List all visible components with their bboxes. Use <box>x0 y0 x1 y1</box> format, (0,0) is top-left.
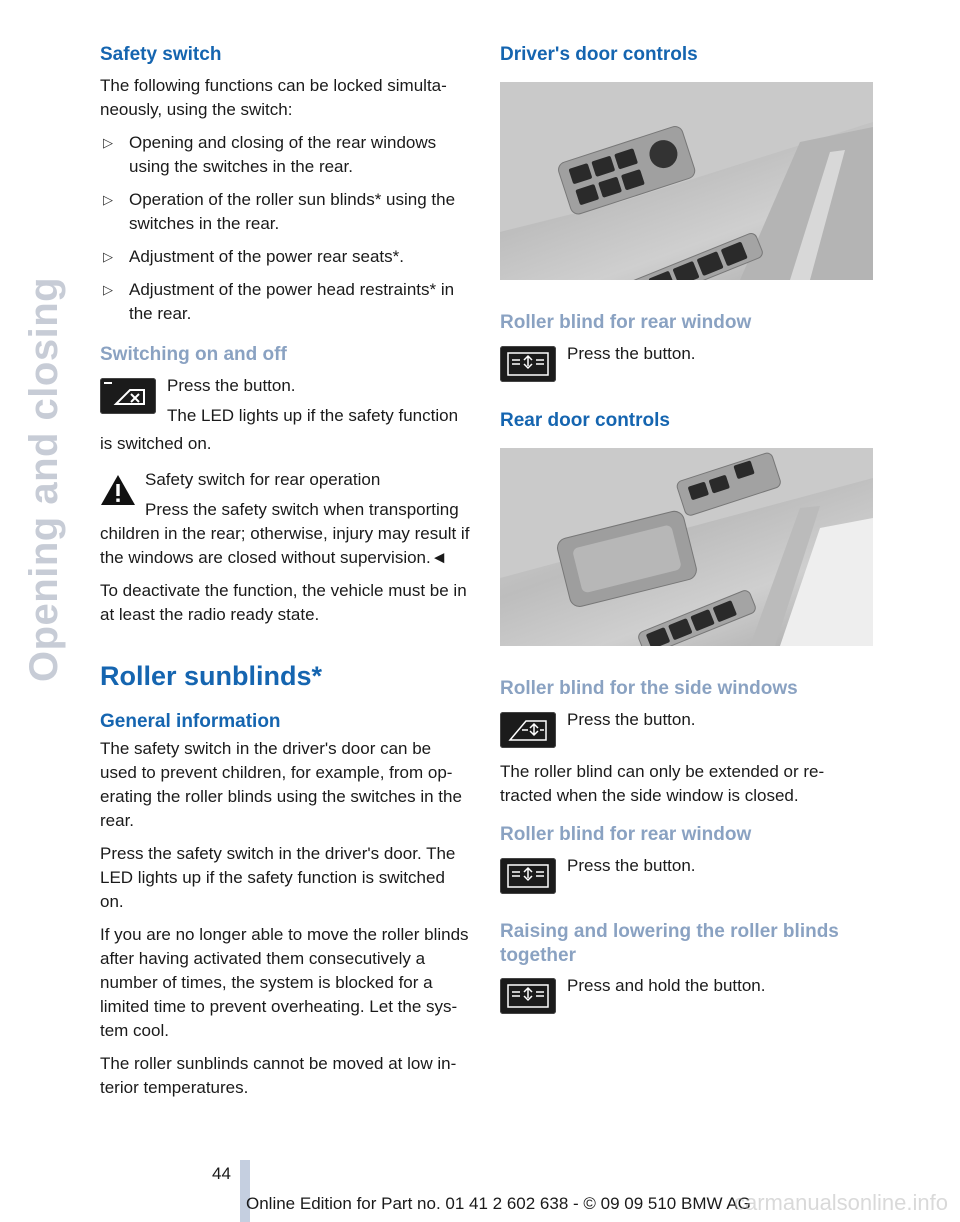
led-text-b: is switched on. <box>100 434 212 453</box>
general-info-heading: General information <box>100 711 281 732</box>
list-item: ▷ Adjustment of the power head restraints* in the rear. <box>103 280 455 323</box>
press-button-text: Press the button. <box>567 856 696 875</box>
switching-heading: Switching on and off <box>100 344 287 365</box>
page-footer <box>212 1160 760 1222</box>
watermark: carmanualsonline.info <box>733 1190 948 1215</box>
safety-bullet-list <box>100 131 472 326</box>
rear-window-blind-button-icon <box>500 858 556 894</box>
warning-triangle-icon <box>100 474 136 506</box>
general-p1: The safety switch in the driver's door can be used to prevent children, for example, from op‐erating the roller blinds using the switches in the rear. <box>100 739 462 830</box>
roller-side-row <box>500 708 873 752</box>
general-p4: The roller sunblinds cannot be moved at low in‐terior temperatures. <box>100 1054 457 1097</box>
chapter-title-text: Opening and closing <box>22 276 66 682</box>
list-item: ▷ Opening and closing of the rear windows using the switches in the rear. <box>103 133 437 176</box>
side-window-blind-button-icon <box>500 712 556 748</box>
page-number: 44 <box>212 1164 231 1183</box>
safety-switch-heading: Safety switch <box>100 44 222 65</box>
triangle-bullet-icon: ▷ <box>103 282 113 297</box>
warning-title: Safety switch for rear operation <box>145 470 381 489</box>
safety-switch-row <box>100 374 472 428</box>
triangle-bullet-icon: ▷ <box>103 135 113 150</box>
roller-side-heading: Roller blind for the side windows <box>500 678 798 699</box>
rear-door-photo <box>500 448 873 646</box>
raising-heading: Raising and lowering the roller blinds together <box>500 921 839 966</box>
triangle-bullet-icon: ▷ <box>103 192 113 207</box>
led-text-a: The LED lights up if the safety function <box>167 406 459 425</box>
driver-door-photo <box>500 82 873 280</box>
list-item: ▷ Adjustment of the power rear seats*. <box>100 245 472 269</box>
press-button-text: Press the button. <box>567 344 696 363</box>
roller-rear-row-2 <box>500 854 873 898</box>
roller-rear-heading: Roller blind for rear window <box>500 312 752 333</box>
roller-rear-row <box>500 342 873 386</box>
side-note: The roller blind can only be extended or re‐tracted when the side window is closed. <box>500 762 825 805</box>
right-column <box>500 42 873 1022</box>
press-button-text: Press the button. <box>167 376 296 395</box>
safety-intro: The following functions can be locked simulta‐neously, using the switch: <box>100 76 447 119</box>
list-item: ▷ Operation of the roller sun blinds* using the switches in the rear. <box>103 190 456 233</box>
rear-window-blind-button-icon <box>500 346 556 382</box>
warning-body-a: Press the safety switch when transporting <box>145 500 459 519</box>
sidebar-chapter-title <box>18 40 68 680</box>
edition-text: Online Edition for Part no. 01 41 2 602 638 - © 09 09 510 BMW AG <box>246 1194 751 1213</box>
rear-door-heading: Rear door controls <box>500 410 670 431</box>
triangle-bullet-icon: ▷ <box>103 249 113 264</box>
deactivate-text: To deactivate the function, the vehicle must be in at least the radio ready state. <box>100 581 467 624</box>
press-button-text: Press the button. <box>567 710 696 729</box>
warning-box <box>100 468 472 570</box>
all-blinds-button-icon <box>500 978 556 1014</box>
press-hold-text: Press and hold the button. <box>567 976 766 995</box>
warning-body-b: children in the rear; otherwise, injury may result if the windows are closed without supervision.◄ <box>100 524 470 567</box>
roller-rear-heading-2: Roller blind for rear window <box>500 824 752 845</box>
safety-switch-button-icon <box>100 378 156 414</box>
roller-sunblinds-heading: Roller sunblinds* <box>100 661 323 691</box>
driver-door-heading: Driver's door controls <box>500 44 698 65</box>
raising-row <box>500 974 873 1018</box>
left-column <box>100 42 472 1109</box>
general-p3: If you are no longer able to move the roller blinds after having activated them consecutively a number of times, the system is blocked for a limited time to prevent overheating. Let the sys‐tem cool. <box>100 925 469 1040</box>
general-p2: Press the safety switch in the driver's door. The LED lights up if the safety function is switched on. <box>100 844 456 911</box>
